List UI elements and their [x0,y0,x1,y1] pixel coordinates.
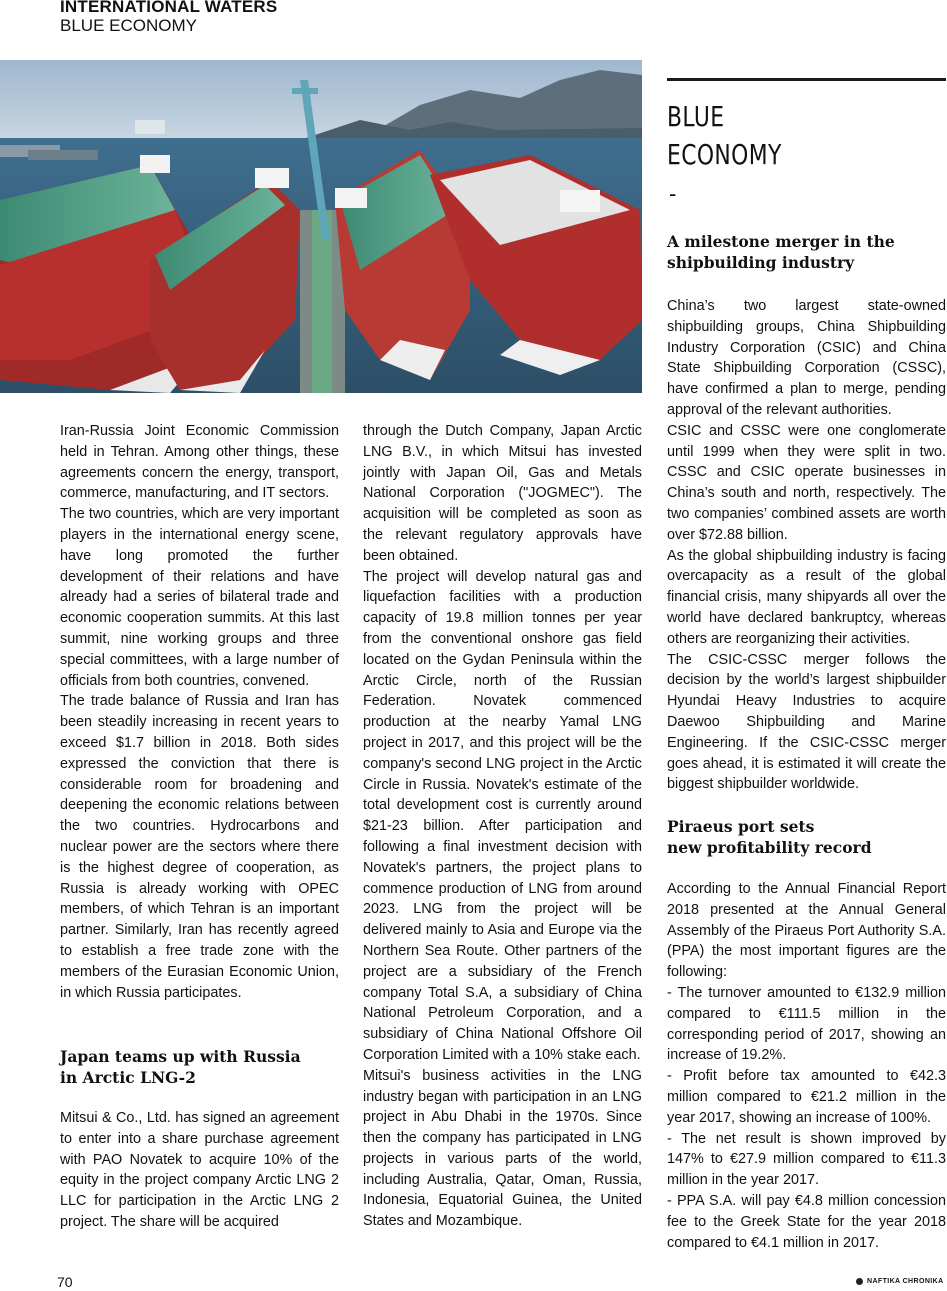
piraeus-article-text [667,879,946,1253]
heading-line: Piraeus port sets [667,817,815,836]
heading-japan-arctic-lng [60,1046,339,1088]
footer-brand [856,1278,944,1285]
brand-logo-icon [856,1278,863,1285]
heading-line: A milestone merger in the [667,232,895,251]
heading-line: new profitability record [667,838,872,857]
paragraph: As the global shipbuilding industry is facing overcapacity as a result of the global financial crisis, many shipyards all over the world have declared bankruptcy, whereas others are reorganizing their activities. [667,547,946,647]
paragraph: China’s two largest state-owned shipbuilding groups, China Shipbuilding Industry Corporation (CSIC) and China State Shipbuilding Corporation (CSSC), have confirmed a plan to merge, pending approval of the relevant authorities. [667,298,946,418]
japan-article-text [60,1108,339,1233]
paragraph: CSIC and CSSC were one conglomerate until 1999 when they were split in two. CSSC and CSIC operate businesses in China’s south and north, respectively. The two companies’ combined assets are worth over $72.88 billion. [667,422,946,543]
sidebar-title-line: BLUE [667,100,725,133]
sidebar-dash: - [669,181,677,206]
paragraph: through the Dutch Company, Japan Arctic LNG B.V., in which Mitsui has invested jointly with Japan Oil, Gas and Metals National Corporation ("JOGMEC"). The acquisition will be completed as soon as the relevant regulatory approvals have been obtained. [363,423,642,564]
heading-milestone-merger [667,231,946,273]
paragraph: - Profit before tax amounted to €42.3 million compared to €21.2 million in the year 2017, showing an increase of 100%. [667,1068,946,1126]
paragraph: Mitsui & Co., Ltd. has signed an agreement to enter into a share purchase agreement with PAO Novatek to acquire 10% of the equity in the project company Arctic LNG 2 LLC for participation in the Arctic LNG 2 project. The share will be acquired [60,1110,339,1230]
column-1-text [60,421,339,1003]
paragraph: According to the Annual Financial Report 2018 presented at the Annual General Assembly of the Piraeus Port Authority S.A. (PPA) the most important figures are the following: [667,881,946,981]
paragraph: The CSIC-CSSC merger follows the decision by the world’s largest shipbuilder Hyundai Heavy Industries to acquire Daewoo Shipbuilding and Marine Engineering. If the CSIC-CSSC merger goes ahead, it is estimated it will create the biggest shipbuilder worldwide. [667,651,946,793]
heading-line: in Arctic LNG-2 [60,1068,196,1087]
lng-carriers-photo [0,60,642,393]
paragraph: The trade balance of Russia and Iran has been steadily increasing in recent years to exceed $1.7 billion in 2018. Both sides expressed the conviction that there is considerable room for broadening and deepening the economic relations between the two countries. Hydrocarbons and nuclear power are the sectors where there is the highest degree of cooperation, as Russia is already working with OPEC members, of which Tehran is an important partner. Similarly, Iran has recently agreed to establish a free trade zone with the members of the Eurasian Economic Union, in which Russia participates. [60,693,339,1001]
sidebar-title [667,98,782,174]
paragraph: The two countries, which are very important players in the international energy scene, have long promoted the further development of their relations and have already had a series of bilateral trade and economic cooperation summits. At this last summit, nine working groups and three special committees, with a large number of officials from both countries, convened. [60,506,339,689]
paragraph: - PPA S.A. will pay €4.8 million concession fee to the Greek State for the year 2018 compared to €4.1 million in 2017. [667,1192,946,1251]
heading-piraeus-port [667,816,946,858]
brand-name: NAFTIKA CHRONIKA [867,1278,944,1285]
paragraph: - The net result is shown improved by 147% to €27.9 million compared to €11.3 million in the year 2017. [667,1130,946,1189]
milestone-article-text [667,296,946,795]
column-2-text [363,421,642,1232]
page-number: 70 [57,1274,73,1290]
sidebar-rule [667,78,946,81]
paragraph: Mitsui's business activities in the LNG industry began with participation in an LNG project in Abu Dhabi in the 1970s. Since then the company has participated in LNG projects in various parts of the world, including Australia, Qatar, Oman, Russia, Indonesia, Equatorial Guinea, the United States and Mozambique. [363,1067,642,1230]
sidebar-title-line: ECONOMY [667,138,782,171]
heading-line: shipbuilding industry [667,253,855,272]
paragraph: The project will develop natural gas and liquefaction facilities with a production capacity of 19.8 million tonnes per year from the conventional onshore gas field located on the Gydan Peninsula within the Arctic Circle, north of the Russian Federation. Novatek commenced production at the nearby Yamal LNG project in 2017, and this project will be the company's second LNG project in the Arctic Circle in Russia. Novatek's estimate of the total development cost is currently around $21-23 billion. After participation and following a final investment decision with Novatek's partners, the project plans to commence production of LNG from around 2023. LNG from the project will be delivered mainly to Asia and Europe via the Northern Sea Route. Other partners of the project are a subsidiary of the French company Total S.A, a subsidiary of China National Petroleum Corporation, and a subsidiary of China National Offshore Oil Corporation Limited with a 10% stake each. [363,568,642,1063]
paragraph: Iran-Russia Joint Economic Commission held in Tehran. Among other things, these agreements concern the energy, transport, commerce, manufacturing, and IT sectors. [60,423,339,502]
section-subtitle: BLUE ECONOMY [60,16,197,35]
paragraph: - The turnover amounted to €132.9 million compared to €111.5 million in the corresponding period of 2017, showing an increase of 19.2%. [667,984,946,1064]
heading-line: Japan teams up with Russia [60,1047,301,1066]
section-title: INTERNATIONAL WATERS [60,0,278,16]
